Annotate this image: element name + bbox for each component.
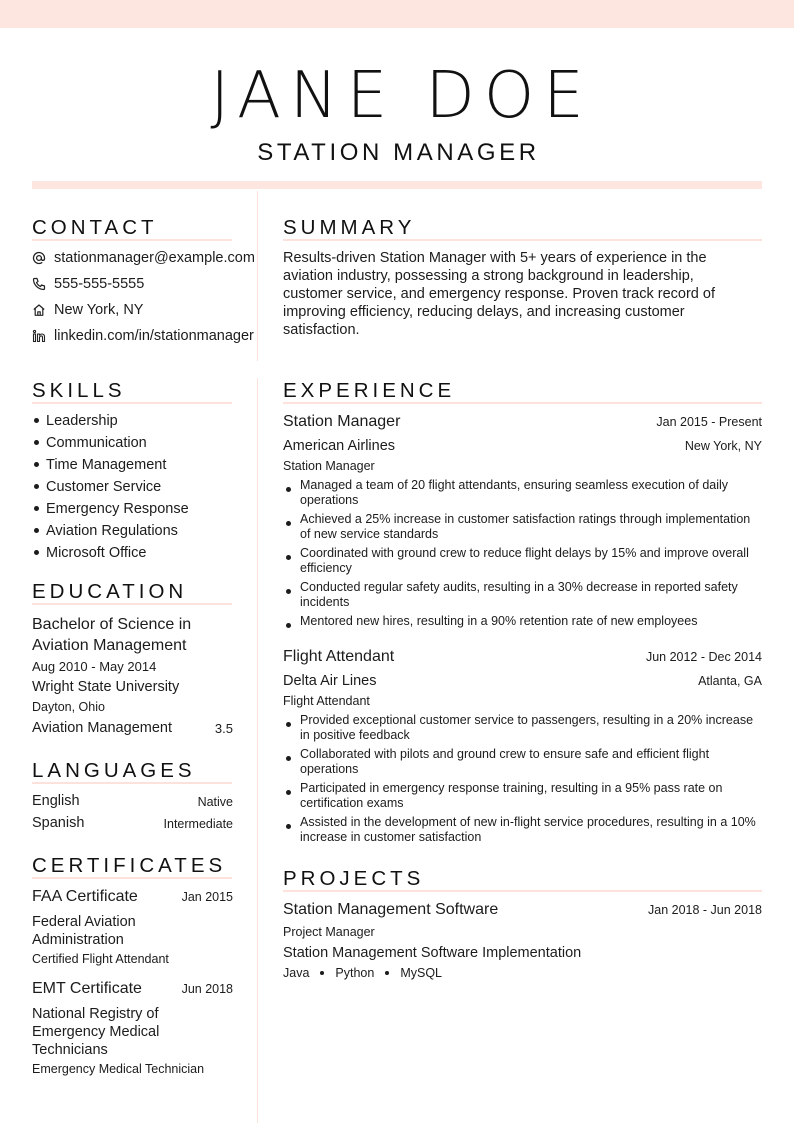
bullet-dot: [34, 506, 39, 511]
certificate-date: Jun 2018: [181, 982, 233, 996]
list-item: Conducted regular safety audits, resulting in a 30% decrease in reported safety incidents: [283, 580, 763, 610]
certificate-detail: Certified Flight Attendant: [32, 952, 169, 966]
at-icon: [32, 251, 46, 265]
language-level: Native: [197, 795, 233, 809]
linkedin-icon: [32, 329, 46, 343]
summary-rule: [283, 239, 762, 241]
education-location: Dayton, Ohio: [32, 700, 105, 714]
skill-item: [32, 479, 161, 495]
column-divider-main: [257, 378, 258, 1123]
job-title: Flight Attendant: [283, 648, 395, 665]
header-divider-bar: [32, 181, 762, 189]
skill-item: [32, 413, 118, 429]
job-role: Flight Attendant: [283, 694, 370, 708]
tech-item: MySQL: [400, 966, 443, 980]
certificates-rule: [32, 877, 232, 879]
project-tech-list: [283, 966, 442, 980]
skill-label: Customer Service: [46, 479, 162, 495]
skill-item: [32, 457, 166, 473]
language-level: Intermediate: [163, 817, 233, 831]
certificate-name: FAA Certificate: [32, 888, 138, 905]
list-item: Provided exceptional customer service to passengers, resulting in a 20% increase in positive feedback: [283, 713, 763, 743]
skill-label: Emergency Response: [46, 501, 189, 517]
top-accent-band: [0, 0, 794, 28]
job-company: Delta Air Lines: [283, 673, 377, 689]
contact-email-text: stationmanager@example.com: [54, 250, 255, 266]
certificates-heading: CERTIFICATES: [32, 854, 227, 877]
languages-rule: [32, 782, 232, 784]
job-location: Atlanta, GA: [698, 674, 762, 688]
projects-heading: PROJECTS: [283, 867, 425, 890]
education-dates: Aug 2010 - May 2014: [32, 659, 157, 674]
contact-phone[interactable]: [32, 274, 144, 294]
list-item: Collaborated with pilots and ground crew to ensure safe and efficient flight operations: [283, 747, 763, 777]
contact-linkedin[interactable]: [32, 326, 254, 346]
contact-location-text: New York, NY: [54, 302, 144, 318]
list-item: Managed a team of 20 flight attendants, ensuring seamless execution of daily operations: [283, 478, 763, 508]
certificate-issuer: National Registry of Emergency Medical Technicians: [32, 1006, 160, 1058]
contact-rule: [32, 239, 232, 241]
job-bullets: [283, 478, 763, 633]
phone-icon: [32, 277, 46, 291]
skill-label: Aviation Regulations: [46, 523, 178, 539]
projects-rule: [283, 890, 762, 892]
experience-rule: [283, 402, 762, 404]
skill-item: [32, 545, 146, 561]
language-name: Spanish: [32, 815, 85, 831]
project-role: Project Manager: [283, 925, 375, 939]
bullet-dot: [34, 528, 39, 533]
tech-item: Java: [283, 966, 310, 980]
skills-heading: SKILLS: [32, 379, 126, 402]
column-divider-top: [257, 191, 258, 361]
skill-label: Communication: [46, 435, 147, 451]
separator-dot: [320, 971, 324, 975]
skill-label: Time Management: [46, 457, 167, 473]
contact-email[interactable]: [32, 248, 255, 268]
contact-location: [32, 300, 143, 320]
bullet-dot: [34, 550, 39, 555]
candidate-title: STATION MANAGER: [257, 139, 540, 166]
job-company: American Airlines: [283, 438, 396, 454]
skill-item: [32, 523, 178, 539]
project-subtitle: Station Management Software Implementation: [283, 945, 582, 961]
contact-heading: CONTACT: [32, 216, 158, 239]
contact-linkedin-text: linkedin.com/in/stationmanager: [54, 328, 254, 344]
summary-text: Results-driven Station Manager with 5+ years of experience in the aviation industry, possessing a strong background in leadership, customer service, and emergency response. Proven track record of improving efficiency, reducing delays, and increasing customer satisfaction.: [283, 250, 715, 338]
education-rule: [32, 603, 232, 605]
certificate-issuer: Federal Aviation Administration: [32, 914, 136, 948]
summary-heading: SUMMARY: [283, 216, 416, 239]
bullet-dot: [34, 418, 39, 423]
education-school: Wright State University: [32, 679, 180, 695]
education-gpa: 3.5: [214, 721, 233, 736]
project-name: Station Management Software: [283, 901, 499, 918]
certificate-detail: Emergency Medical Technician: [32, 1062, 205, 1076]
bullet-dot: [34, 484, 39, 489]
skill-label: Leadership: [46, 413, 118, 429]
job-dates: Jun 2012 - Dec 2014: [645, 650, 762, 664]
skill-item: [32, 501, 189, 517]
contact-phone-text: 555-555-5555: [54, 276, 145, 292]
certificate-name: EMT Certificate: [32, 980, 142, 997]
list-item: Achieved a 25% increase in customer satisfaction ratings through implementation of new service standards: [283, 512, 763, 542]
skill-label: Microsoft Office: [46, 545, 147, 561]
skill-item: [32, 435, 147, 451]
list-item: Coordinated with ground crew to reduce flight delays by 15% and improve overall efficiency: [283, 546, 763, 576]
candidate-name: JANE DOE: [210, 59, 593, 133]
experience-heading: EXPERIENCE: [283, 379, 456, 402]
project-dates: Jan 2018 - Jun 2018: [648, 903, 762, 917]
job-title: Station Manager: [283, 413, 401, 430]
education-heading: EDUCATION: [32, 580, 188, 603]
job-location: New York, NY: [684, 439, 762, 453]
languages-heading: LANGUAGES: [32, 759, 196, 782]
bullet-dot: [34, 440, 39, 445]
job-dates: Jan 2015 - Present: [656, 415, 762, 429]
education-degree: Bachelor of Science in Aviation Management: [32, 616, 192, 654]
home-icon: [32, 303, 46, 317]
tech-item: Python: [335, 966, 375, 980]
list-item: Participated in emergency response training, resulting in a 95% pass rate on certification exams: [283, 781, 763, 811]
certificate-date: Jan 2015: [181, 890, 233, 904]
bullet-dot: [34, 462, 39, 467]
list-item: Assisted in the development of new in-flight service procedures, resulting in a 10% increase in customer satisfaction: [283, 815, 763, 845]
skills-rule: [32, 402, 232, 404]
separator-dot: [385, 971, 389, 975]
job-bullets: [283, 713, 763, 849]
job-role: Station Manager: [283, 459, 375, 473]
list-item: Mentored new hires, resulting in a 90% retention rate of new employees: [283, 614, 763, 629]
language-name: English: [32, 793, 80, 809]
education-field: Aviation Management: [32, 720, 172, 736]
